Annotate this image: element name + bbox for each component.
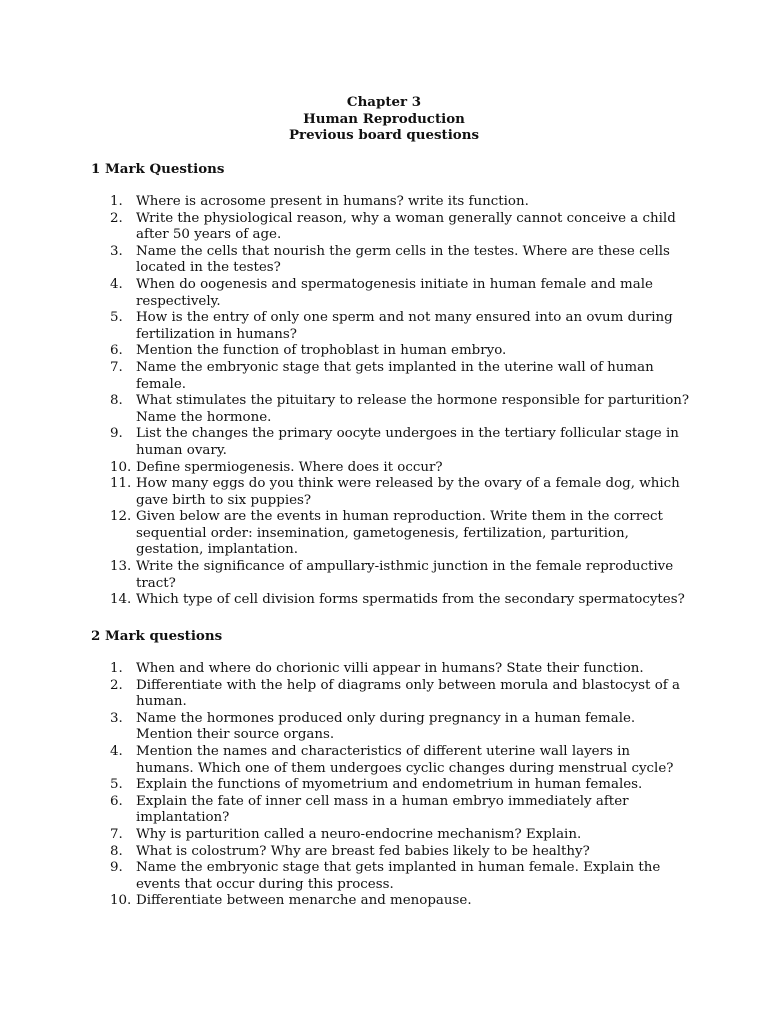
question-item bbox=[90, 426, 690, 459]
question-number: 12. bbox=[110, 509, 132, 525]
question-item bbox=[90, 509, 690, 559]
question-number: 4. bbox=[110, 743, 123, 759]
question-text: Name the cells that nourish the germ cells in the testes. Where are these cells located in the testes? bbox=[136, 243, 670, 276]
question-number: 4. bbox=[110, 276, 123, 292]
question-item bbox=[90, 310, 690, 343]
question-number: 2. bbox=[110, 677, 123, 693]
question-number: 3. bbox=[110, 243, 123, 259]
question-item bbox=[90, 661, 690, 678]
question-text: Write the physiological reason, why a woman generally cannot conceive a child after 50 years of age. bbox=[136, 210, 676, 243]
question-number: 6. bbox=[110, 793, 123, 809]
question-text: Differentiate between menarche and menopause. bbox=[136, 893, 472, 909]
document-subtitle: Previous board questions bbox=[288, 127, 480, 144]
question-item bbox=[90, 343, 690, 360]
question-list-1-mark bbox=[90, 194, 690, 609]
document-header bbox=[0, 94, 768, 144]
question-text: Explain the functions of myometrium and endometrium in human females. bbox=[136, 777, 643, 793]
question-number: 7. bbox=[110, 359, 123, 375]
question-text: List the changes the primary oocyte undergoes in the tertiary follicular stage in human ovary. bbox=[136, 426, 679, 458]
question-text: Differentiate with the help of diagrams only between morula and blastocyst of a human. bbox=[136, 677, 680, 710]
question-text: Name the hormones produced only during pregnancy in a human female. Mention their source organs. bbox=[136, 710, 636, 743]
question-item bbox=[90, 244, 690, 277]
question-text: How is the entry of only one sperm and not many ensured into an ovum during fertilization in humans? bbox=[136, 310, 673, 342]
question-item bbox=[90, 678, 690, 711]
question-item bbox=[90, 393, 690, 426]
question-text: What stimulates the pituitary to release the hormone responsible for parturition? Name the hormone. bbox=[136, 393, 690, 425]
question-number: 5. bbox=[110, 777, 123, 793]
question-item bbox=[90, 592, 690, 609]
question-number: 8. bbox=[110, 843, 123, 859]
question-number: 1. bbox=[110, 661, 123, 676]
question-item bbox=[90, 360, 690, 393]
question-item bbox=[90, 893, 690, 910]
question-text: What is colostrum? Why are breast fed babies likely to be healthy? bbox=[136, 843, 590, 859]
question-item bbox=[90, 711, 690, 744]
question-number: 2. bbox=[110, 210, 123, 226]
question-item bbox=[90, 794, 690, 827]
question-text: Mention the names and characteristics of different uterine wall layers in humans. Which one of them undergoes cyclic changes during menstrual cycle? bbox=[136, 743, 674, 776]
chapter-number: Chapter 3 bbox=[346, 94, 422, 110]
question-item bbox=[90, 777, 690, 794]
question-text: When do oogenesis and spermatogenesis initiate in human female and male respectively. bbox=[136, 276, 653, 309]
question-item bbox=[90, 559, 690, 592]
question-number: 10. bbox=[110, 893, 132, 909]
question-item bbox=[90, 844, 690, 861]
question-number: 9. bbox=[110, 426, 123, 442]
question-item bbox=[90, 827, 690, 844]
section-title-2-mark: 2 Mark questions bbox=[91, 628, 223, 644]
question-text: Given below are the events in human reproduction. Write them in the correct sequential order: insemination, gametogenesis, fertilization, parturition, gestation, implantation. bbox=[136, 509, 663, 558]
question-item bbox=[90, 194, 690, 211]
question-list-2-mark bbox=[90, 661, 690, 910]
question-number: 9. bbox=[110, 860, 123, 876]
section-title-1-mark: 1 Mark Questions bbox=[91, 161, 225, 177]
question-number: 7. bbox=[110, 826, 123, 842]
question-text: Name the embryonic stage that gets implanted in human female. Explain the events that occur during this process. bbox=[136, 860, 661, 892]
question-item bbox=[90, 744, 690, 777]
question-number: 5. bbox=[110, 310, 123, 326]
question-item bbox=[90, 277, 690, 310]
question-number: 6. bbox=[110, 343, 123, 359]
chapter-title: Human Reproduction bbox=[303, 110, 465, 127]
question-text: Where is acrosome present in humans? write its function. bbox=[136, 194, 529, 209]
question-item bbox=[90, 860, 690, 893]
question-number: 10. bbox=[110, 459, 132, 475]
question-text: Why is parturition called a neuro-endocrine mechanism? Explain. bbox=[136, 826, 582, 842]
question-number: 13. bbox=[110, 559, 132, 575]
question-item bbox=[90, 460, 690, 477]
question-number: 8. bbox=[110, 393, 123, 409]
question-text: Which type of cell division forms spermatids from the secondary spermatocytes? bbox=[136, 592, 685, 608]
question-number: 11. bbox=[110, 476, 132, 492]
question-text: How many eggs do you think were released by the ovary of a female dog, which gave birth to six puppies? bbox=[136, 476, 680, 508]
question-number: 14. bbox=[110, 592, 132, 608]
question-text: Write the significance of ampullary-isthmic junction in the female reproductive tract? bbox=[136, 559, 674, 591]
question-text: When and where do chorionic villi appear in humans? State their function. bbox=[136, 661, 644, 676]
question-number: 3. bbox=[110, 710, 123, 726]
question-item bbox=[90, 211, 690, 244]
question-text: Name the embryonic stage that gets implanted in the uterine wall of human female. bbox=[136, 359, 654, 392]
question-text: Define spermiogenesis. Where does it occur? bbox=[136, 459, 443, 475]
question-text: Mention the function of trophoblast in human embryo. bbox=[136, 343, 507, 359]
question-text: Explain the fate of inner cell mass in a human embryo immediately after implantation? bbox=[136, 793, 629, 826]
question-number: 1. bbox=[110, 194, 123, 209]
question-item bbox=[90, 476, 690, 509]
